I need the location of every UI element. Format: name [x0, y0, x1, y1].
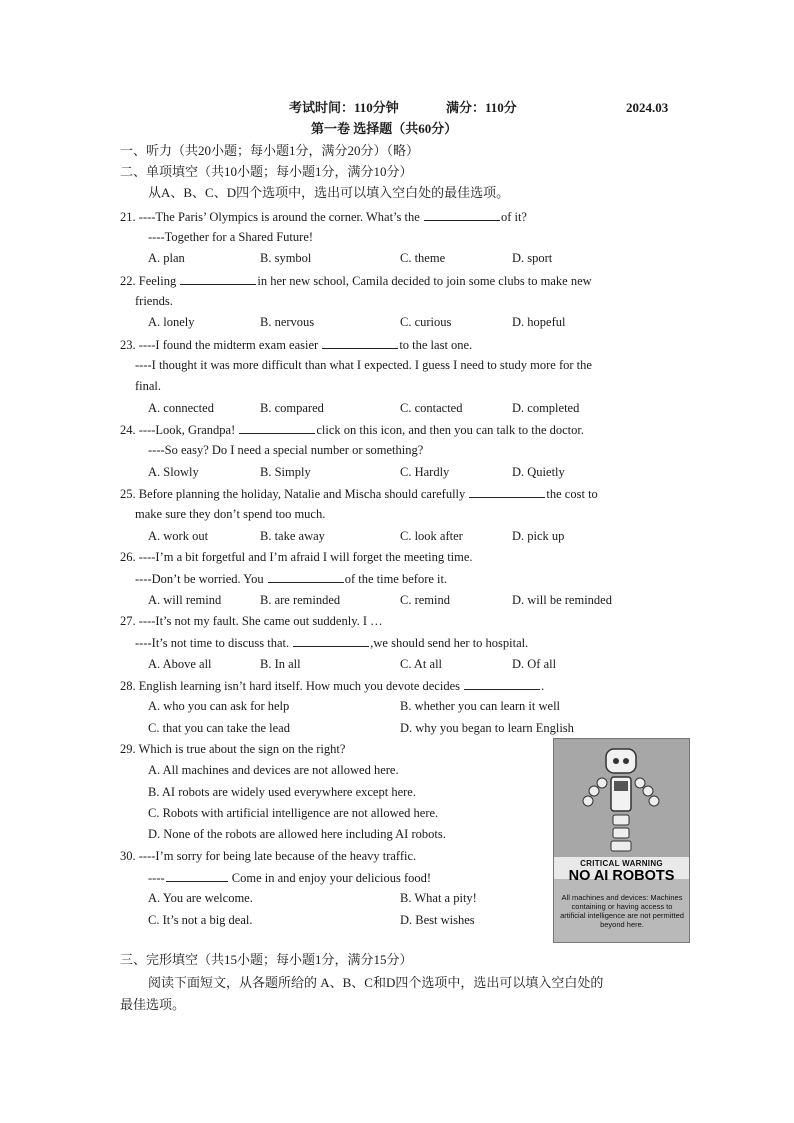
- exam-date: 2024.03: [626, 100, 669, 115]
- question-29: 29. Which is true about the sign on the right?: [120, 742, 346, 756]
- q25-text-a: 25. Before planning the holiday, Natalie and Mischa should carefully: [120, 487, 469, 501]
- q23-text-a: 23. ----I found the midterm exam easier: [120, 338, 322, 352]
- q30-text-a: ----: [148, 871, 165, 885]
- q26-option-d: D. will be reminded: [512, 593, 612, 607]
- q21-option-d: D. sport: [512, 251, 553, 265]
- q22-text-a: 22. Feeling: [120, 274, 180, 288]
- section-listening: 一、听力（共20小题；每小题1分，满分20分）（略）: [120, 143, 420, 158]
- q21-reply: ----Together for a Shared Future!: [148, 230, 314, 244]
- q22-option-d: D. hopeful: [512, 315, 566, 329]
- q29-option-c: C. Robots with artificial intelligence are not allowed here.: [148, 806, 439, 820]
- q26-reply: [135, 570, 447, 587]
- q27-text-b: ,we should send her to hospital.: [370, 636, 529, 650]
- q27-text-a: ----It’s not time to discuss that.: [135, 636, 293, 650]
- q24-option-c: C. Hardly: [400, 465, 450, 479]
- q22-option-b: B. nervous: [260, 315, 315, 329]
- answer-blank: [322, 336, 398, 349]
- no-ai-robots-sign: [553, 738, 690, 943]
- q24-text-b: click on this icon, and then you can talk to the doctor.: [316, 423, 585, 437]
- q22-option-a: A. lonely: [148, 315, 195, 329]
- cloze-instruction-continued: 最佳选项。: [120, 997, 186, 1012]
- q30-option-c: C. It’s not a big deal.: [148, 913, 253, 927]
- section-single-choice: 二、单项填空（共10小题；每小题1分，满分10分）: [120, 164, 413, 179]
- q23-option-c: C. contacted: [400, 401, 463, 415]
- q26-option-c: C. remind: [400, 593, 450, 607]
- q24-option-d: D. Quietly: [512, 465, 565, 479]
- q26-text-b: of the time before it.: [344, 572, 448, 586]
- question-24: [120, 421, 584, 438]
- q26-option-b: B. are reminded: [260, 593, 341, 607]
- sign-headline: NO AI ROBOTS: [568, 868, 675, 884]
- q26-text-a: ----Don’t be worried. You: [135, 572, 267, 586]
- q29-option-d: D. None of the robots are allowed here including AI robots.: [148, 827, 446, 841]
- full-score: 满分：110分: [446, 100, 517, 115]
- q24-option-a: A. Slowly: [148, 465, 199, 479]
- q22-continued: friends.: [135, 294, 173, 308]
- q23-option-b: B. compared: [260, 401, 324, 415]
- section-instruction: 从A、B、C、D四个选项中，选出可以填入空白处的最佳选项。: [148, 185, 510, 200]
- q21-option-a: A. plan: [148, 251, 185, 265]
- q23-reply: ----I thought it was more difficult than what I expected. I guess I need to study more for the: [135, 358, 592, 372]
- q21-option-c: C. theme: [400, 251, 446, 265]
- q25-continued: make sure they don’t spend too much.: [135, 507, 326, 521]
- q27-option-d: D. Of all: [512, 657, 557, 671]
- q28-option-d: D. why you began to learn English: [400, 721, 574, 735]
- robot-icon: [554, 739, 689, 857]
- q22-text-b: in her new school, Camila decided to join some clubs to make new: [257, 274, 592, 288]
- q24-reply: ----So easy? Do I need a special number or something?: [148, 443, 424, 457]
- sign-fine-print: All machines and devices: Machines containing or having access to artificial intelligence are not permitted beyond here.: [560, 893, 684, 929]
- answer-blank: [293, 634, 369, 647]
- answer-blank: [166, 869, 228, 882]
- q27-reply: [135, 634, 528, 651]
- q23-option-a: A. connected: [148, 401, 214, 415]
- q25-option-a: A. work out: [148, 529, 209, 543]
- answer-blank: [424, 208, 500, 221]
- q23-text-b: to the last one.: [399, 338, 473, 352]
- question-26: 26. ----I’m a bit forgetful and I’m afraid I will forget the meeting time.: [120, 550, 473, 564]
- exam-time: 考试时间：110分钟: [289, 100, 399, 115]
- q29-option-a: A. All machines and devices are not allowed here.: [148, 763, 399, 777]
- q29-option-b: B. AI robots are widely used everywhere except here.: [148, 785, 416, 799]
- question-21: [120, 208, 527, 225]
- q25-text-b: the cost to: [546, 487, 598, 501]
- sign-warning: CRITICAL WARNING: [580, 859, 663, 868]
- q28-text-a: 28. English learning isn’t hard itself. How much you devote decides: [120, 679, 464, 693]
- question-28: [120, 677, 544, 694]
- q30-option-a: A. You are welcome.: [148, 891, 253, 905]
- question-25: [120, 485, 598, 502]
- q25-option-d: D. pick up: [512, 529, 565, 543]
- q24-option-b: B. Simply: [260, 465, 311, 479]
- q25-option-b: B. take away: [260, 529, 325, 543]
- q27-option-a: A. Above all: [148, 657, 212, 671]
- q23-reply-continued: final.: [135, 379, 162, 393]
- q25-option-c: C. look after: [400, 529, 463, 543]
- answer-blank: [239, 421, 315, 434]
- cloze-instruction: 阅读下面短文，从各题所给的 A、B、C和D四个选项中，选出可以填入空白处的: [148, 975, 604, 990]
- q22-option-c: C. curious: [400, 315, 452, 329]
- q21-text-b: of it?: [500, 210, 527, 224]
- q30-option-d: D. Best wishes: [400, 913, 475, 927]
- question-23: [120, 336, 472, 353]
- answer-blank: [180, 272, 256, 285]
- q23-option-d: D. completed: [512, 401, 580, 415]
- q30-reply: [148, 869, 431, 886]
- q21-option-b: B. symbol: [260, 251, 312, 265]
- answer-blank: [268, 570, 344, 583]
- q28-option-c: C. that you can take the lead: [148, 721, 290, 735]
- q30-text-b: Come in and enjoy your delicious food!: [228, 871, 432, 885]
- question-27: 27. ----It’s not my fault. She came out suddenly. I …: [120, 614, 383, 628]
- part-title: 第一卷 选择题（共60分）: [311, 121, 458, 136]
- question-30: 30. ----I’m sorry for being late because of the heavy traffic.: [120, 849, 417, 863]
- q28-text-b: .: [541, 679, 545, 693]
- q21-text-a: 21. ----The Paris’ Olympics is around the corner. What’s the: [120, 210, 423, 224]
- q28-option-b: B. whether you can learn it well: [400, 699, 561, 713]
- answer-blank: [464, 677, 540, 690]
- question-22: [120, 272, 592, 289]
- q24-text-a: 24. ----Look, Grandpa!: [120, 423, 239, 437]
- q27-option-b: B. In all: [260, 657, 301, 671]
- q30-option-b: B. What a pity!: [400, 891, 477, 905]
- q28-option-a: A. who you can ask for help: [148, 699, 290, 713]
- section-cloze: 三、完形填空（共15小题；每小题1分，满分15分）: [120, 952, 413, 967]
- q26-option-a: A. will remind: [148, 593, 222, 607]
- answer-blank: [469, 485, 545, 498]
- q27-option-c: C. At all: [400, 657, 443, 671]
